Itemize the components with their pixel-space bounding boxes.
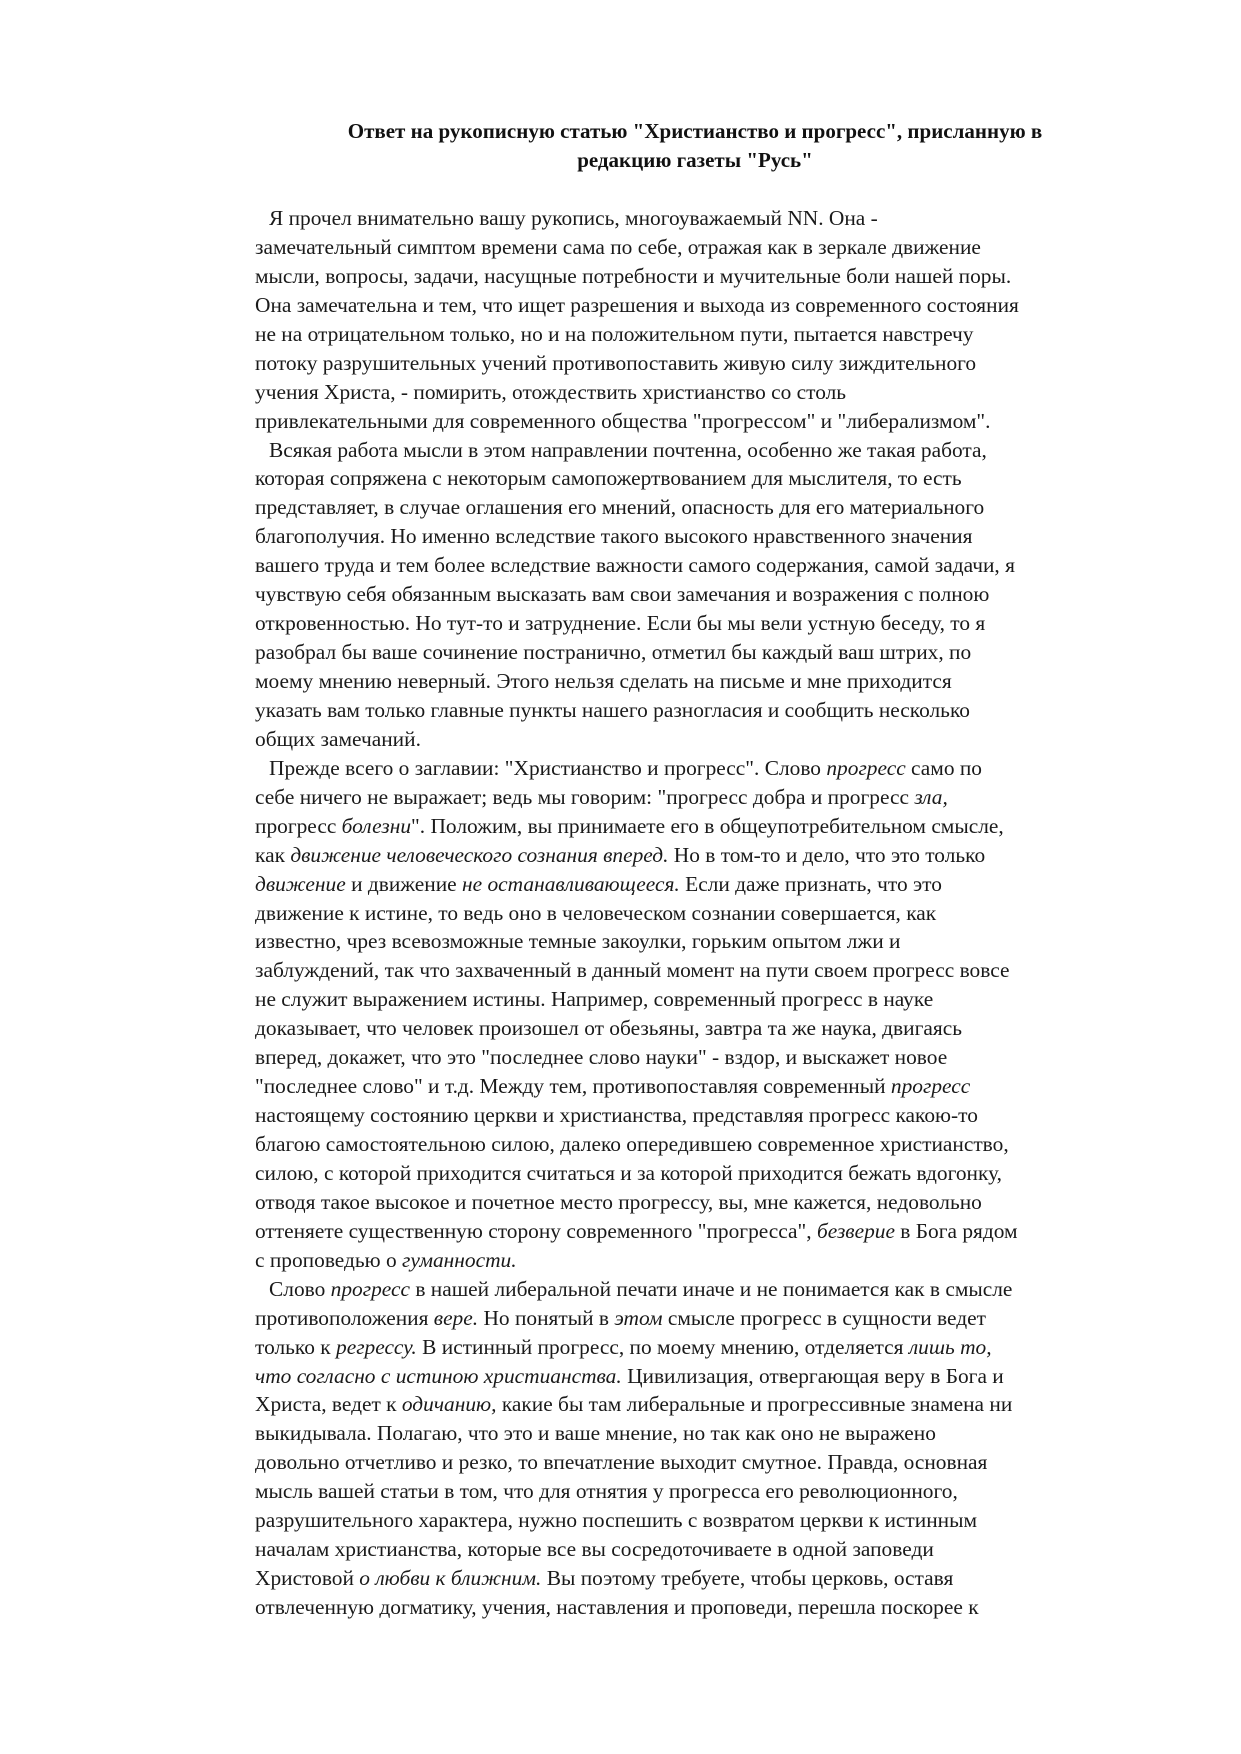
italic-text: лишь то, bbox=[908, 1334, 992, 1359]
text-line bbox=[255, 1390, 1155, 1419]
text-line bbox=[255, 841, 1155, 870]
italic-text: болезни bbox=[341, 813, 412, 838]
text-line bbox=[255, 1477, 1155, 1506]
text-run: учения Христа, - помирить, отождествить христианство со столь bbox=[255, 379, 847, 404]
text-line bbox=[255, 1362, 1155, 1391]
text-run: Если даже признать, что это bbox=[679, 871, 942, 896]
text-line bbox=[255, 407, 1155, 436]
text-line bbox=[255, 812, 1155, 841]
italic-text: прогресс bbox=[890, 1074, 971, 1099]
italic-text: прогресс bbox=[330, 1276, 410, 1301]
text-run: в нашей либеральной печати иначе и не понимается как в смысле bbox=[409, 1276, 1013, 1301]
text-run: потоку разрушительных учений противопоставить живую силу зиждительного bbox=[255, 350, 977, 375]
text-run: известно, чрез всевозможные темные закоулки, горьким опытом лжи и bbox=[255, 929, 901, 954]
text-run: себе ничего не выражает; ведь мы говорим: "прогресс добра и прогресс bbox=[255, 784, 915, 809]
text-run: общих замечаний. bbox=[255, 726, 421, 751]
text-line bbox=[255, 1043, 1155, 1072]
text-run: настоящему состоянию церкви и христианства, представляя прогресс какою-то bbox=[255, 1103, 978, 1128]
body-text bbox=[255, 204, 1155, 1622]
text-line bbox=[255, 320, 1155, 349]
italic-text: не останавливающееся. bbox=[462, 871, 680, 896]
italic-text: безверие bbox=[816, 1218, 895, 1243]
text-run: оттеняете существенную сторону современного "прогресса", bbox=[255, 1218, 817, 1243]
text-run: мысли, вопросы, задачи, насущные потребности и мучительные боли нашей поры. bbox=[255, 263, 1012, 288]
italic-text: движение человеческого сознания вперед. bbox=[290, 842, 669, 867]
text-line bbox=[255, 1188, 1155, 1217]
text-run: "последнее слово" и т.д. Между тем, противопоставляя современный bbox=[255, 1074, 891, 1099]
text-run: началам христианства, которые все вы сосредоточиваете в одной заповеди bbox=[255, 1537, 934, 1562]
text-run: разобрал бы ваше сочинение постранично, отметил бы каждый ваш штрих, по bbox=[255, 640, 972, 665]
text-run: отводя такое высокое и почетное место прогрессу, вы, мне кажется, недовольно bbox=[255, 1189, 982, 1214]
text-line bbox=[255, 551, 1155, 580]
text-run: представляет, в случае оглашения его мнений, опасность для его материального bbox=[255, 495, 985, 520]
text-run: чувствую себя обязанным высказать вам свои замечания и возражения с полною bbox=[255, 582, 990, 607]
italic-text: что согласно с истиною христианства. bbox=[255, 1363, 622, 1388]
title-line: редакцию газеты "Русь" bbox=[577, 148, 813, 172]
text-run: разрушительного характера, нужно поспешить с возвратом церкви к истинным bbox=[255, 1508, 978, 1533]
title-line: Ответ на рукописную статью "Христианство и прогресс", присланную в bbox=[347, 119, 1043, 143]
text-line bbox=[255, 522, 1155, 551]
text-line bbox=[255, 1072, 1155, 1101]
text-run: Я прочел внимательно вашу рукопись, многоуважаемый NN. Она - bbox=[269, 206, 878, 230]
text-line bbox=[255, 1159, 1155, 1188]
text-line bbox=[255, 985, 1155, 1014]
text-run: мысль вашей статьи в том, что для отнятия у прогресса его революционного, bbox=[255, 1479, 958, 1504]
text-run: вперед, докажет, что это "последнее слово науки" - вздор, и выскажет новое bbox=[255, 1045, 948, 1070]
text-run: моему мнению неверный. Этого нельзя сделать на письме и мне приходится bbox=[255, 669, 952, 693]
text-run: отвлеченную догматику, учения, наставления и проповеди, перешла поскорее к bbox=[255, 1595, 979, 1619]
italic-text: о любви к ближним. bbox=[359, 1566, 542, 1591]
text-run: движение к истине, то ведь оно в человеческом сознании совершается, как bbox=[255, 900, 937, 925]
text-line bbox=[255, 580, 1155, 609]
text-run: благополучия. Но именно вследствие такого высокого нравственного значения bbox=[255, 524, 973, 549]
text-run: довольно отчетливо и резко, то впечатление выходит смутное. Правда, основная bbox=[255, 1450, 988, 1475]
text-line bbox=[255, 464, 1155, 493]
text-line bbox=[255, 1593, 1155, 1622]
text-run: какие бы там либеральные и прогрессивные знамена ни bbox=[496, 1392, 1013, 1417]
text-line bbox=[255, 1217, 1155, 1246]
italic-text: вере. bbox=[433, 1305, 479, 1330]
text-line bbox=[255, 1130, 1155, 1159]
text-line bbox=[255, 291, 1155, 320]
text-line bbox=[255, 349, 1155, 378]
italic-text: одичанию, bbox=[401, 1392, 497, 1417]
text-run: В истинный прогресс, по моему мнению, отделяется bbox=[416, 1334, 909, 1359]
text-run: Прежде всего о заглавии: "Христианство и прогресс". Слово bbox=[269, 755, 827, 780]
text-line bbox=[255, 1564, 1155, 1593]
text-line bbox=[255, 1448, 1155, 1477]
text-run: выкидывала. Полагаю, что это и ваше мнение, но так как оно не выражено bbox=[255, 1421, 936, 1446]
text-line bbox=[255, 754, 1155, 783]
text-run: Всякая работа мысли в этом направлении почтенна, особенно же такая работа, bbox=[269, 437, 987, 462]
text-run: привлекательными для современного общества "прогрессом" и "либерализмом". bbox=[255, 408, 991, 433]
text-run: откровенностью. Но тут-то и затруднение. Если бы мы вели устную беседу, то я bbox=[255, 611, 986, 636]
text-line bbox=[255, 870, 1155, 899]
text-line bbox=[255, 204, 1155, 233]
text-run: Но в том-то и дело, что это только bbox=[668, 842, 986, 867]
text-run: противоположения bbox=[255, 1305, 434, 1330]
text-run: не служит выражением истины. Например, современный прогресс в науке bbox=[255, 987, 934, 1012]
text-run: ". Положим, вы принимаете его в общеупотребительном смысле, bbox=[411, 813, 1004, 838]
text-line bbox=[255, 436, 1155, 465]
italic-text: зла, bbox=[914, 784, 948, 809]
page-title bbox=[255, 117, 1135, 175]
text-line bbox=[255, 783, 1155, 812]
text-run: как bbox=[255, 842, 291, 867]
text-run: которая сопряжена с некоторым самопожертвованием для мыслителя, то есть bbox=[255, 466, 962, 491]
text-run: заблуждений, так что захваченный в данный момент на пути своем прогресс вовсе bbox=[255, 958, 1010, 983]
text-run: Христовой bbox=[255, 1566, 360, 1591]
text-line bbox=[255, 1246, 1155, 1275]
text-line bbox=[255, 1535, 1155, 1564]
text-run: только к bbox=[255, 1334, 336, 1359]
text-line bbox=[255, 1333, 1155, 1362]
text-line bbox=[255, 1014, 1155, 1043]
text-line bbox=[255, 725, 1155, 754]
text-run: Христа, ведет к bbox=[255, 1392, 402, 1417]
italic-text: движение bbox=[255, 871, 346, 896]
text-line bbox=[255, 956, 1155, 985]
text-run: Но понятый в bbox=[478, 1305, 615, 1330]
italic-text: регрессу. bbox=[336, 1334, 417, 1359]
text-run: с проповедью о bbox=[255, 1247, 403, 1272]
text-line bbox=[255, 927, 1155, 956]
italic-text: гуманности. bbox=[402, 1247, 517, 1272]
text-run: вашего труда и тем более вследствие важности самого содержания, самой задачи, я bbox=[255, 553, 1015, 578]
text-run: и движение bbox=[345, 871, 463, 896]
text-line bbox=[255, 1419, 1155, 1448]
text-run: не на отрицательном только, но и на положительном пути, пытается навстречу bbox=[255, 321, 974, 346]
text-run: само по bbox=[905, 755, 983, 780]
text-line bbox=[255, 262, 1155, 291]
text-line bbox=[255, 378, 1155, 407]
text-run: благою самостоятельною силою, далеко опередившею современное христианство, bbox=[255, 1132, 1009, 1156]
text-run: Вы поэтому требуете, чтобы церковь, оставя bbox=[541, 1566, 954, 1591]
text-line bbox=[255, 1506, 1155, 1535]
text-line bbox=[255, 233, 1155, 262]
text-line bbox=[255, 1304, 1155, 1333]
text-line bbox=[255, 609, 1155, 638]
text-run: в Бога рядом bbox=[894, 1218, 1018, 1243]
text-line bbox=[255, 638, 1155, 667]
text-run: доказывает, что человек произошел от обезьяны, завтра та же наука, двигаясь bbox=[255, 1016, 962, 1041]
text-run: Она замечательна и тем, что ищет разрешения и выхода из современного состояния bbox=[255, 292, 1019, 317]
italic-text: прогресс bbox=[826, 755, 906, 780]
italic-text: этом bbox=[614, 1305, 663, 1330]
text-line bbox=[255, 493, 1155, 522]
text-run: указать вам только главные пункты нашего разногласия и сообщить несколько bbox=[255, 697, 970, 722]
text-run: Слово bbox=[269, 1276, 331, 1301]
text-line bbox=[255, 1275, 1155, 1304]
text-line bbox=[255, 899, 1155, 928]
text-run: прогресс bbox=[255, 813, 342, 838]
text-run: силою, с которой приходится считаться и за которой приходится бежать вдогонку, bbox=[255, 1160, 1002, 1185]
text-line bbox=[255, 667, 1155, 696]
text-run: смысле прогресс в сущности ведет bbox=[662, 1305, 986, 1330]
text-run: замечательный симптом времени сама по себе, отражая как в зеркале движение bbox=[255, 234, 981, 259]
text-line bbox=[255, 1101, 1155, 1130]
text-run: Цивилизация, отвергающая веру в Бога и bbox=[621, 1363, 1004, 1388]
text-line bbox=[255, 696, 1155, 725]
